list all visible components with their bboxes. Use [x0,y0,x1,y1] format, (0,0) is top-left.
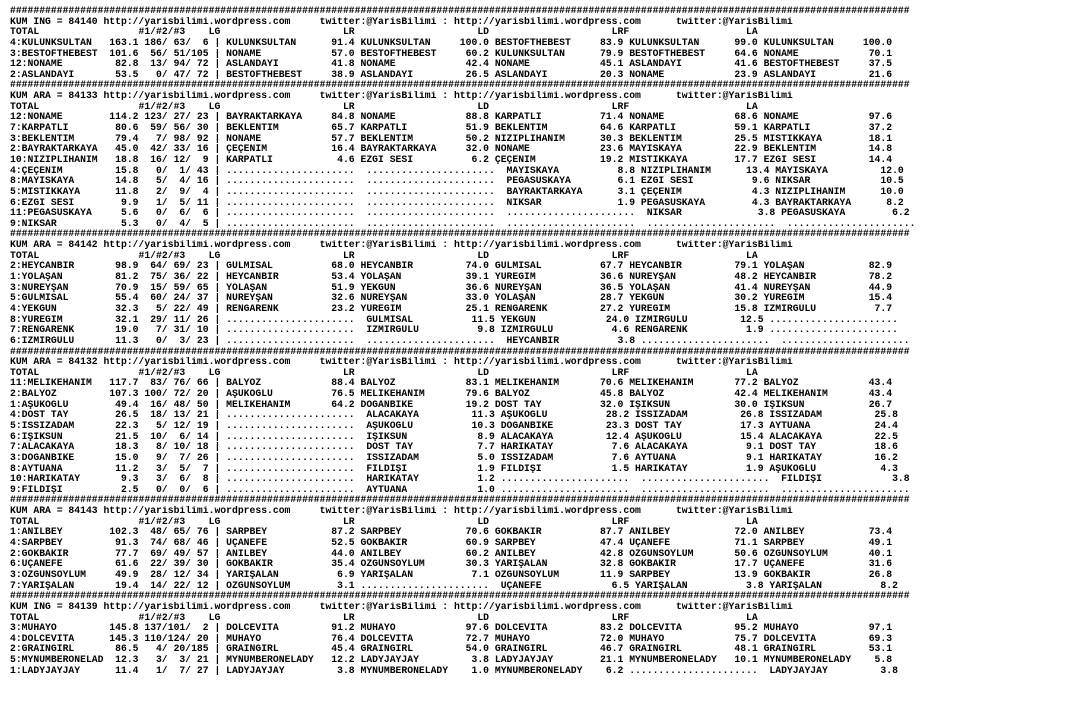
data-row: 9:FİLDİŞİ 2.5 0/ 0/ 6 | ...................... AYTUANA 1.0 ...................... ...................... ...................... [10,484,910,495]
race-header-line: KUM ARA = 84143 http://yarisbilimi.wordpress.com twitter:@YarisBilimi : http://yarisbilimi.wordpress.com twitter:@YarisBilimi [10,506,793,517]
section-separator: ########################################################################################################################################################## [10,495,910,506]
data-row: 1:YOLAŞAN 81.2 75/ 36/ 22 | HEYCANBİR 53.4 YOLAŞAN 39.1 YÜREĞİM 36.6 NUREYŞAN 48.2 HEYCANBİR 78.2 [10,272,893,283]
data-row: 4:YEKGÜN 32.3 5/ 22/ 49 | RENGARENK 23.2 YÜREĞİM 25.1 RENGARENK 27.2 YÜREĞİM 15.8 İZMİRGÜLÜ 7.7 [10,303,893,314]
data-row: 3:NUREYŞAN 70.9 15/ 59/ 65 | YOLAŞAN 51.9 YEKGÜN 36.6 NUREYŞAN 36.5 YOLAŞAN 41.4 NUREYŞAN 44.9 [10,282,893,293]
data-row: 8:YÜREĞİM 32.1 29/ 11/ 26 | ...................... GÜLMİSAL 11.5 YEKGÜN 24.0 İZMİRGÜLÜ 12.5 ...................... [10,314,898,325]
section-separator: ########################################################################################################################################################## [10,591,910,602]
section-separator: ########################################################################################################################################################## [10,229,910,240]
data-row: 4:KÜLÜNKSULTAN 163.1 186/ 63/ 6 | KÜLÜNKSULTAN 91.4 KÜLÜNKSULTAN 100.0 BESTOFTHEBEST 83.9 KÜLÜNKSULTAN 99.0 KÜLÜNKSULTAN 100.0 [10,37,893,48]
data-row: 5:MISTIKKAYA 11.8 2/ 9/ 4 | ...................... ...................... BAYRAKTARKAYA 3.1 ÇEÇENİM 4.3 NIZIPLIHANIM 10.0 [10,186,904,197]
data-row: 4:DOST TAY 26.5 18/ 13/ 21 | ...................... ALACAKAYA 11.3 AŞUKOĞLU 28.2 ISSIZADAM 26.8 ISSIZADAM 25.8 [10,410,898,421]
data-row: 4:ÇEÇENİM 15.8 0/ 1/ 43 | ...................... ...................... MAYISKAYA 8.8 NIZIPLIHANIM 13.4 MAYISKAYA 12.0 [10,165,904,176]
data-row: 2:HEYCANBİR 98.9 64/ 69/ 23 | GÜLMİSAL 68.0 HEYCANBİR 74.0 GÜLMİSAL 67.7 HEYCANBİR 79.1 YOLAŞAN 82.9 [10,261,893,272]
column-header-line: TOTAL #1/#2/#3 LG LR LD LRF LA [10,516,758,527]
data-row: 5:MYNUMBERONELAD 12.3 3/ 3/ 21 | MYNUMBERONELADY 12.2 LADYJAYJAY 3.8 LADYJAYJAY 21.1 MYNUMBERONELADY 10.1 MYNUMBERONELADY 5.8 [10,655,893,666]
data-row: 2:BALYOZ 107.3 100/ 72/ 20 | AŞUKOĞLU 76.5 MELİKEHANIM 79.6 BALYOZ 45.8 BALYOZ 42.4 MELİKEHANIM 43.4 [10,389,893,400]
data-row: 7:ALACAKAYA 18.3 8/ 10/ 18 | ...................... DOST TAY 7.7 HARİKATAY 7.6 ALACAKAYA 9.1 DOST TAY 18.6 [10,442,898,453]
data-row: 3:ÖZGÜNSOYLUM 49.9 28/ 12/ 34 | YARIŞALAN 6.9 YARIŞALAN 7.1 ÖZGÜNSOYLUM 11.9 SARPBEY 13.9 GÖKBAKIR 26.8 [10,569,893,580]
section-separator: ########################################################################################################################################################## [10,346,910,357]
data-row: 2:GÖKBAKIR 77.7 69/ 49/ 57 | ANILBEY 44.0 ANILBEY 60.2 ANILBEY 42.8 ÖZGÜNSOYLUM 50.6 ÖZGÜNSOYLUM 40.1 [10,548,893,559]
data-row: 2:GRAINGIRL 86.5 4/ 20/185 | GRAINGIRL 45.4 GRAINGIRL 54.0 GRAINGIRL 46.7 GRAINGIRL 48.1 GRAINGIRL 53.1 [10,644,893,655]
data-row: 4:DOLCEVITA 145.3 110/124/ 20 | MUHAYO 76.4 DOLCEVITA 72.7 MUHAYO 72.0 MUHAYO 75.7 DOLCEVITA 69.3 [10,633,893,644]
race-header-line: KUM ARA = 84133 http://yarisbilimi.wordpress.com twitter:@YarisBilimi : http://yarisbilimi.wordpress.com twitter:@YarisBilimi [10,91,793,102]
data-row: 4:SARPBEY 91.3 74/ 68/ 46 | UÇANEFE 52.5 GÖKBAKIR 60.9 SARPBEY 47.4 UÇANEFE 71.1 SARPBEY 49.1 [10,538,893,549]
data-row: 3:MUHAYO 145.8 137/101/ 2 | DOLCEVITA 91.2 MUHAYO 97.6 DOLCEVITA 83.2 DOLCEVITA 95.2 MUHAYO 97.1 [10,623,893,634]
race-statistics-sheet [10,6,1074,710]
data-row: 1:AŞUKOĞLU 49.4 16/ 48/ 50 | MELİKEHANIM 64.2 DOĞANBİKE 19.2 DOST TAY 32.0 IŞIKSUN 30.0 IŞIKSUN 26.7 [10,399,893,410]
section-separator: ########################################################################################################################################################## [10,80,910,91]
data-row: 6:EZGI SESI 9.9 1/ 5/ 11 | ...................... ...................... NIKSAR 1.9 PEGASUSKAYA 4.3 BAYRAKTARKAYA 8.2 [10,197,904,208]
data-row: 11:MELİKEHANIM 117.7 83/ 76/ 66 | BALYOZ 88.4 BALYOZ 83.1 MELİKEHANIM 70.6 MELİKEHANIM 77.2 BALYOZ 43.4 [10,378,893,389]
data-row: 8:AYTUANA 11.2 3/ 5/ 7 | ...................... FİLDİŞİ 1.9 FİLDİŞİ 1.5 HARİKATAY 1.9 AŞUKOĞLU 4.3 [10,463,898,474]
column-header-line: TOTAL #1/#2/#3 LG LR LD LRF LA [10,367,758,378]
race-header-line: KUM ARA = 84132 http://yarisbilimi.wordpress.com twitter:@YarisBilimi : http://yarisbilimi.wordpress.com twitter:@YarisBilimi [10,357,793,368]
column-header-line: TOTAL #1/#2/#3 LG LR LD LRF LA [10,250,758,261]
data-row: 6:IŞIKSUN 21.5 10/ 6/ 14 | ...................... IŞIKSUN 8.9 ALACAKAYA 12.4 AŞUKOĞLU 15.4 ALACAKAYA 22.5 [10,431,898,442]
data-row: 2:BAYRAKTARKAYA 45.0 42/ 33/ 16 | ÇEÇENİM 16.4 BAYRAKTARKAYA 32.0 NONAME 23.6 MAYISKAYA 22.9 BEKLENTİM 14.8 [10,144,893,155]
data-row: 5:ISSIZADAM 22.3 5/ 12/ 19 | ...................... AŞUKOĞLU 10.3 DOĞANBİKE 23.3 DOST TAY 17.3 AYTUANA 24.4 [10,420,898,431]
data-row: 12:NONAME 114.2 123/ 27/ 23 | BAYRAKTARKAYA 84.8 NONAME 88.8 KARPATLI 71.4 NONAME 68.6 NONAME 97.6 [10,112,893,123]
data-row: 10:HARİKATAY 9.3 3/ 6/ 8 | ...................... HARİKATAY 1.2 ...................... ...................... FİLDİŞİ 3.8 [10,474,910,485]
section-separator: ########################################################################################################################################################## [10,6,910,16]
data-row: 3:DOĞANBİKE 15.0 9/ 7/ 26 | ...................... ISSIZADAM 5.0 ISSIZADAM 7.6 AYTUANA 9.1 HARİKATAY 16.2 [10,452,898,463]
data-row: 7:YARIŞALAN 19.4 14/ 22/ 12 | ÖZGÜNSOYLUM 3.1 ...................... UÇANEFE 6.5 YARIŞALAN 3.8 YARIŞALAN 8.2 [10,580,898,591]
data-row: 9:NIKSAR 5.3 0/ 4/ 5 | ...................... ...................... ...................... ...................... ...................... [10,218,916,229]
data-row: 1:LADYJAYJAY 11.4 1/ 7/ 27 | LADYJAYJAY 3.8 MYNUMBERONELADY 1.0 MYNUMBERONELADY 6.2 ...................... LADYJAYJAY 3.8 [10,665,898,676]
race-header-line: KUM ING = 84139 http://yarisbilimi.wordpress.com twitter:@YarisBilimi : http://yarisbilimi.wordpress.com twitter:@YarisBilimi [10,601,793,612]
data-row: 3:BEKLENTİM 79.4 7/ 98/ 92 | NONAME 57.7 BEKLENTİM 50.2 NIZIPLIHANIM 30.3 BEKLENTİM 25.5 MISTIKKAYA 18.1 [10,133,893,144]
data-row: 3:BESTOFTHEBEST 101.6 56/ 51/105 | NONAME 57.0 BESTOFTHEBEST 60.2 KÜLÜNKSULTAN 79.9 BESTOFTHEBEST 64.6 NONAME 70.1 [10,48,893,59]
data-row: 7:KARPATLI 80.6 59/ 56/ 30 | BEKLENTİM 65.7 KARPATLI 51.9 BEKLENTİM 64.6 KARPATLI 59.1 KARPATLI 37.2 [10,123,893,134]
data-row: 7:RENGARENK 19.0 7/ 31/ 10 | ...................... İZMİRGÜLÜ 9.8 İZMİRGÜLÜ 4.6 RENGARENK 1.9 ...................... [10,325,898,336]
data-row: 6:İZMİRGÜLÜ 11.3 0/ 3/ 23 | ...................... ...................... HEYCANBİR 3.8 ...................... ...................... [10,335,910,346]
race-header-line: KUM ARA = 84142 http://yarisbilimi.wordpress.com twitter:@YarisBilimi : http://yarisbilimi.wordpress.com twitter:@YarisBilimi [10,240,793,251]
data-row: 8:MAYISKAYA 14.8 5/ 4/ 16 | ...................... ...................... PEGASUSKAYA 6.1 EZGI SESI 9.6 NIKSAR 10.5 [10,176,904,187]
data-row: 10:NIZIPLIHANIM 18.8 16/ 12/ 9 | KARPATLI 4.6 EZGI SESI 6.2 ÇEÇENİM 19.2 MISTIKKAYA 17.7 EZGI SESI 14.4 [10,154,893,165]
column-header-line: TOTAL #1/#2/#3 LG LR LD LRF LA [10,101,758,112]
data-row: 11:PEGASUSKAYA 5.6 0/ 6/ 6 | ...................... ...................... ...................... NIKSAR 3.8 PEGASUSKAYA 6.2 [10,208,910,219]
data-row: 12:NONAME 82.8 13/ 94/ 72 | ASLANDAYI 41.8 NONAME 42.4 NONAME 45.1 ASLANDAYI 41.6 BESTOFTHEBEST 37.5 [10,59,893,70]
data-row: 6:UÇANEFE 61.6 22/ 39/ 30 | GÖKBAKIR 35.4 ÖZGÜNSOYLUM 30.3 YARIŞALAN 32.8 GÖKBAKIR 17.7 UÇANEFE 31.6 [10,559,893,570]
column-header-line: TOTAL #1/#2/#3 LG LR LD LRF LA [10,612,758,623]
data-row: 5:GÜLMİSAL 55.4 60/ 24/ 37 | NUREYŞAN 32.6 NUREYŞAN 33.0 YOLAŞAN 28.7 YEKGÜN 30.2 YÜREĞİM 15.4 [10,293,893,304]
race-header-line: KUM ING = 84140 http://yarisbilimi.wordpress.com twitter:@YarisBilimi : http://yarisbilimi.wordpress.com twitter:@YarisBilimi [10,16,793,27]
data-row: 2:ASLANDAYI 53.5 0/ 47/ 72 | BESTOFTHEBEST 38.9 ASLANDAYI 26.5 ASLANDAYI 20.3 NONAME 23.9 ASLANDAYI 21.6 [10,69,893,80]
data-row: 1:ANILBEY 102.3 48/ 65/ 76 | SARPBEY 87.2 SARPBEY 70.6 GÖKBAKIR 87.7 ANILBEY 72.0 ANILBEY 73.4 [10,527,893,538]
column-header-line: TOTAL #1/#2/#3 LG LR LD LRF LA [10,27,758,38]
